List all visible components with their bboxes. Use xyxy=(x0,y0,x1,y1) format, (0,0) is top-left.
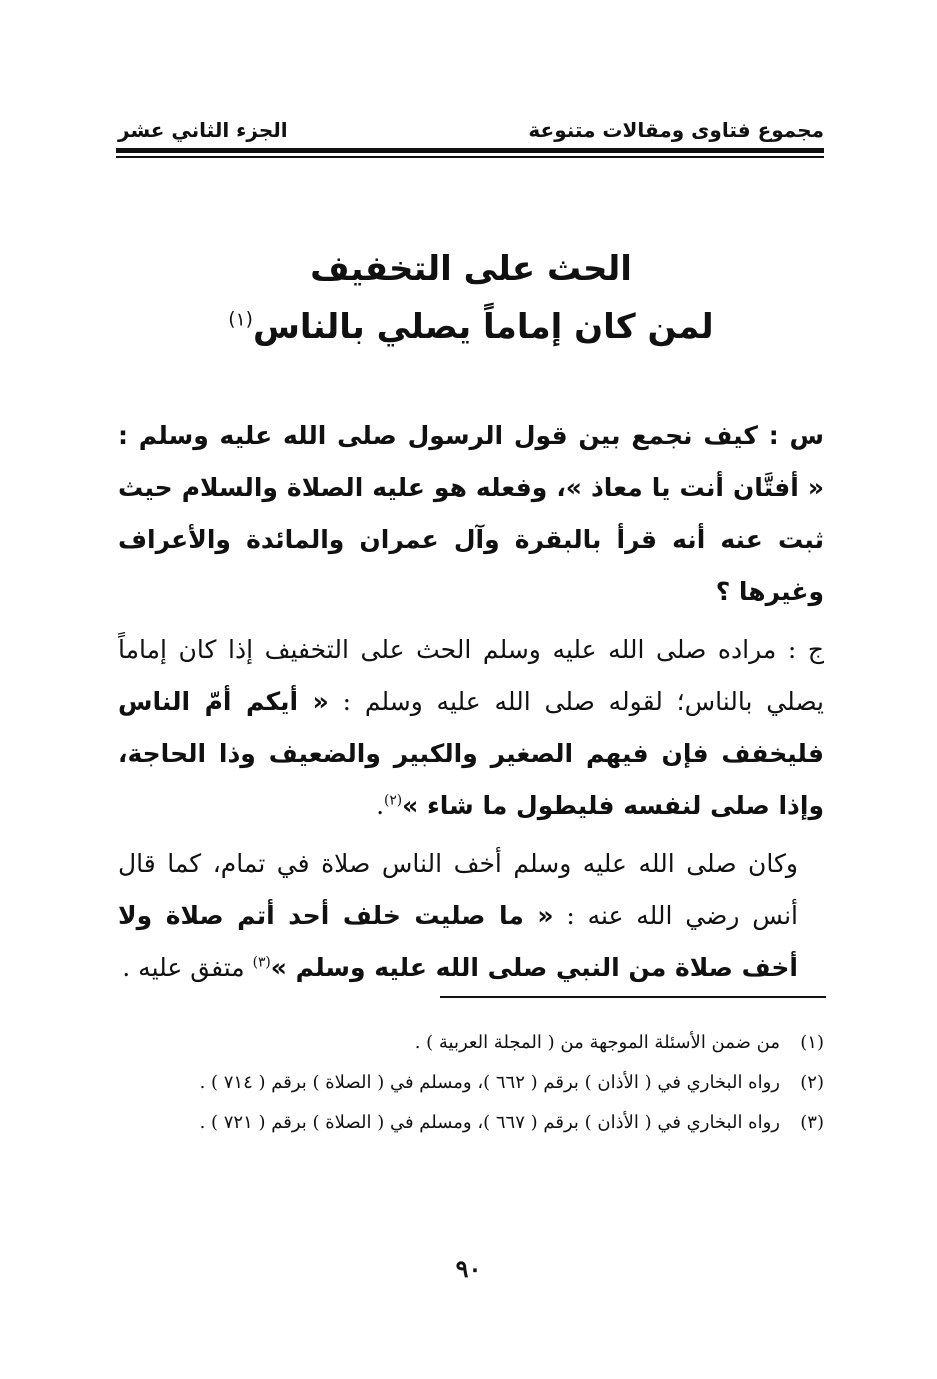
book-title: مجموع فتاوى ومقالات متنوعة xyxy=(528,118,824,142)
hadith-quote-1: « أيكم أمّ الناس فليخفف فإن فيهم الصغير والكبير والضعيف وذا الحاجة، وإذا صلى لنفسه فليطول ما شاء » xyxy=(118,687,824,820)
volume-label: الجزء الثاني عشر xyxy=(118,118,288,142)
footnote-ref-2: (٢) xyxy=(384,792,403,809)
answer-1-end: . xyxy=(376,791,385,820)
hadith-quote-2: « ما صليت خلف أحد أتم صلاة ولا أخف صلاة من النبي صلى الله عليه وسلم » xyxy=(118,901,798,982)
answer-paragraph-1 xyxy=(118,624,824,832)
article-body xyxy=(118,410,824,1000)
footnote-number: (١) xyxy=(800,1032,824,1053)
title-line-2 xyxy=(118,298,824,356)
answer-1-lead: ج : مراده صلى الله عليه وسلم الحث على التخفيف إذا كان إماماً يصلي بالناس؛ لقوله صلى الله عليه وسلم : xyxy=(118,635,824,716)
title-line-1: الحث على التخفيف xyxy=(310,249,632,289)
footnote-item xyxy=(118,1026,824,1060)
running-header xyxy=(118,118,824,142)
footnote-item xyxy=(118,1066,824,1100)
footnote-number: (٣) xyxy=(800,1112,824,1133)
title-footnote-ref: (١) xyxy=(228,309,253,331)
question-paragraph: س : كيف نجمع بين قول الرسول صلى الله عليه وسلم : « أفتَّان أنت يا معاذ »، وفعله هو عليه الصلاة والسلام حيث ثبت عنه أنه قرأ بالبقرة وآل عمران والمائدة والأعراف وغيرها ؟ xyxy=(118,421,824,606)
title-line-2-text: لمن كان إماماً يصلي بالناس xyxy=(252,307,714,347)
answer-2-lead: وكان صلى الله عليه وسلم أخف الناس صلاة في تمام، كما قال أنس رضي الله عنه : xyxy=(118,849,798,930)
answer-paragraph-2 xyxy=(118,838,824,994)
footnote-separator xyxy=(440,996,826,998)
article-title xyxy=(118,240,824,356)
footnote-item xyxy=(118,1106,824,1140)
footnote-number: (٢) xyxy=(800,1072,824,1093)
footnotes xyxy=(118,1026,824,1146)
header-rule-thick xyxy=(116,148,824,153)
footnote-text: رواه البخاري في ( الأذان ) برقم ( ٦٦٢ )، ومسلم في ( الصلاة ) برقم ( ٧١٤ ) . xyxy=(199,1072,780,1093)
header-rule-thin xyxy=(116,156,824,158)
answer-2-end: متفق عليه . xyxy=(122,953,253,982)
page-number: ٩٠ xyxy=(455,1254,482,1283)
footnote-ref-3: (٣) xyxy=(252,954,271,971)
footnote-text: من ضمن الأسئلة الموجهة من ( المجلة العربية ) . xyxy=(414,1032,780,1053)
footnote-text: رواه البخاري في ( الأذان ) برقم ( ٦٦٧ )، ومسلم في ( الصلاة ) برقم ( ٧٢١ ) . xyxy=(199,1112,780,1133)
